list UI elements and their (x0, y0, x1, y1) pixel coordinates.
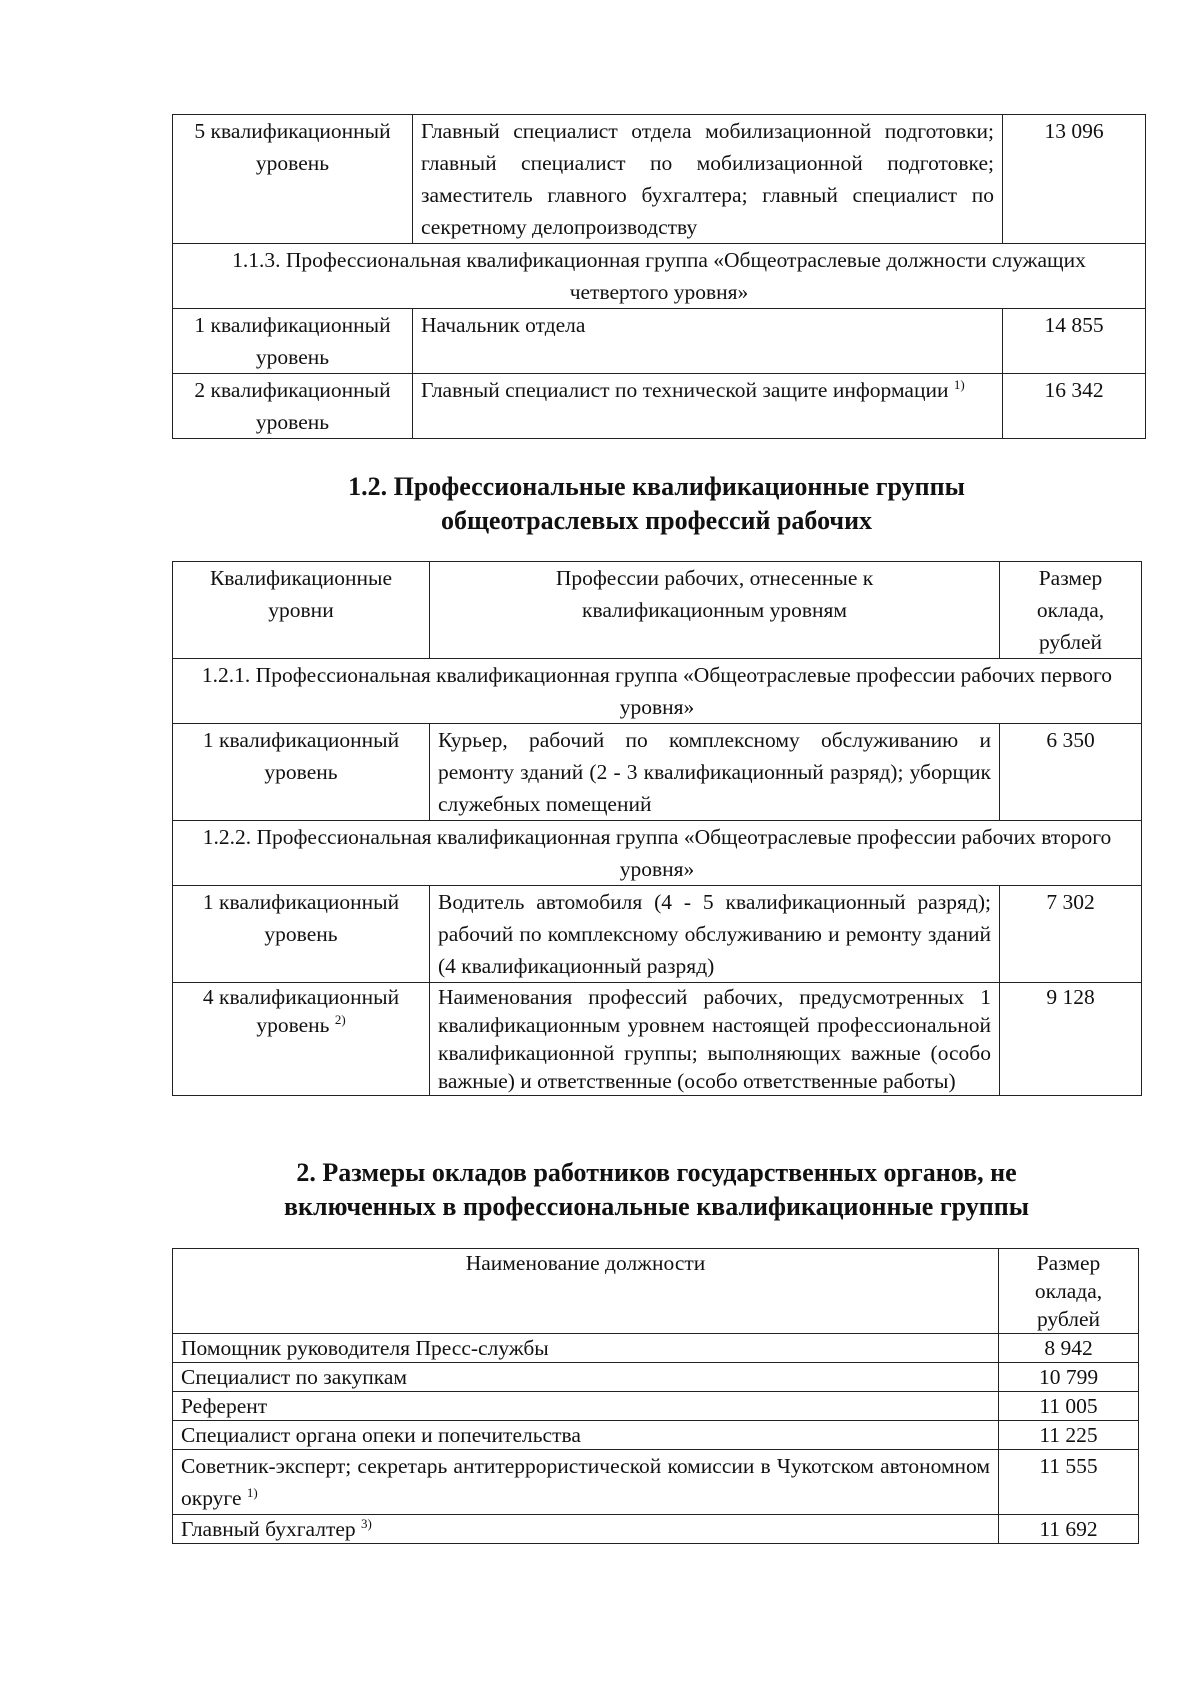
professions-cell: Водитель автомобиля (4 - 5 квалификационный разряд); рабочий по комплексному обслуживанию и ремонту зданий (4 квалификационный разряд) (430, 886, 1000, 983)
table-row (173, 1363, 1139, 1392)
table-row (173, 1515, 1139, 1544)
salary-cell: 11 692 (999, 1515, 1139, 1544)
salary-cell: 16 342 (1003, 374, 1146, 439)
position-cell: Специалист органа опеки и попечительства (173, 1421, 999, 1450)
position-cell: Референт (173, 1392, 999, 1421)
professions-cell: Наименования профессий рабочих, предусмотренных 1 квалификационным уровнем настоящей профессиональной квалификационной группы; выполняющих важные (особо важные) и ответственные (особо ответственные работы) (430, 983, 1000, 1096)
other-positions-table (172, 1248, 1139, 1544)
level-cell: 1 квалификационный уровень (173, 724, 430, 821)
table-row (173, 1392, 1139, 1421)
section-title-1-2 (172, 470, 1141, 538)
table-row (173, 309, 1146, 374)
header-professions: Профессии рабочих, отнесенные к квалификационным уровням (430, 562, 1000, 659)
header-row (173, 1249, 1139, 1334)
table-row (173, 1421, 1139, 1450)
group-heading: 1.1.3. Профессиональная квалификационная группа «Общеотраслевые должности служащих четвертого уровня» (173, 244, 1146, 309)
table-row (173, 983, 1142, 1096)
position-text: Главный бухгалтер (181, 1517, 356, 1541)
salary-cell: 14 855 (1003, 309, 1146, 374)
workers-professions-table (172, 561, 1142, 1096)
header-salary: Размер оклада, рублей (1000, 562, 1142, 659)
position-text: Советник-эксперт; секретарь антитеррористической комиссии в Чукотском автономном округе (181, 1454, 990, 1510)
positions-cell: Начальник отдела (413, 309, 1003, 374)
salary-cell: 6 350 (1000, 724, 1142, 821)
position-cell: Помощник руководителя Пресс-службы (173, 1334, 999, 1363)
header-row (173, 562, 1142, 659)
group-row (173, 659, 1142, 724)
salary-cell: 11 005 (999, 1392, 1139, 1421)
salary-cell: 13 096 (1003, 115, 1146, 244)
table-row (173, 374, 1146, 439)
footnote-mark: 1) (953, 376, 965, 392)
footnote-mark: 3) (361, 1515, 372, 1531)
title-line-1: 2. Размеры окладов работников государственных органов, не (296, 1158, 1017, 1187)
salary-cell: 9 128 (1000, 983, 1142, 1096)
group-heading: 1.2.1. Профессиональная квалификационная группа «Общеотраслевые профессии рабочих первого уровня» (173, 659, 1142, 724)
salary-cell: 11 225 (999, 1421, 1139, 1450)
table-row (173, 724, 1142, 821)
salary-cell: 10 799 (999, 1363, 1139, 1392)
header-salary: Размер оклада, рублей (999, 1249, 1139, 1334)
footnote-mark: 1) (246, 1484, 258, 1500)
position-cell (173, 1450, 999, 1515)
salary-cell: 11 555 (999, 1450, 1139, 1515)
group-row (173, 821, 1142, 886)
level-cell (173, 983, 430, 1096)
table-row (173, 115, 1146, 244)
header-levels: Квалификационные уровни (173, 562, 430, 659)
salary-cell: 7 302 (1000, 886, 1142, 983)
level-cell: 5 квалификационный уровень (173, 115, 413, 244)
position-cell (173, 1515, 999, 1544)
level-cell: 2 квалификационный уровень (173, 374, 413, 439)
positions-text: Главный специалист по технической защите информации (421, 378, 949, 402)
salary-table-continued (172, 114, 1146, 439)
positions-cell: Главный специалист отдела мобилизационной подготовки; главный специалист по мобилизационной подготовке; заместитель главного бухгалтера; главный специалист по секретному делопроизводству (413, 115, 1003, 244)
group-row (173, 244, 1146, 309)
table-row (173, 886, 1142, 983)
section-title-2 (172, 1156, 1141, 1224)
title-line-2: включенных в профессиональные квалификационные группы (283, 1192, 1030, 1221)
professions-cell: Курьер, рабочий по комплексному обслуживанию и ремонту зданий (2 - 3 квалификационный разряд); уборщик служебных помещений (430, 724, 1000, 821)
level-cell: 1 квалификационный уровень (173, 886, 430, 983)
footnote-mark: 2) (334, 1011, 346, 1027)
title-line-1: 1.2. Профессиональные квалификационные группы (348, 472, 965, 501)
positions-cell (413, 374, 1003, 439)
header-position: Наименование должности (173, 1249, 999, 1334)
table-row (173, 1450, 1139, 1515)
title-line-2: общеотраслевых профессий рабочих (440, 506, 873, 535)
salary-cell: 8 942 (999, 1334, 1139, 1363)
group-heading: 1.2.2. Профессиональная квалификационная группа «Общеотраслевые профессии рабочих второго уровня» (173, 821, 1142, 886)
level-text: 4 квалификационный уровень (202, 985, 400, 1037)
position-cell: Специалист по закупкам (173, 1363, 999, 1392)
level-cell: 1 квалификационный уровень (173, 309, 413, 374)
table-row (173, 1334, 1139, 1363)
